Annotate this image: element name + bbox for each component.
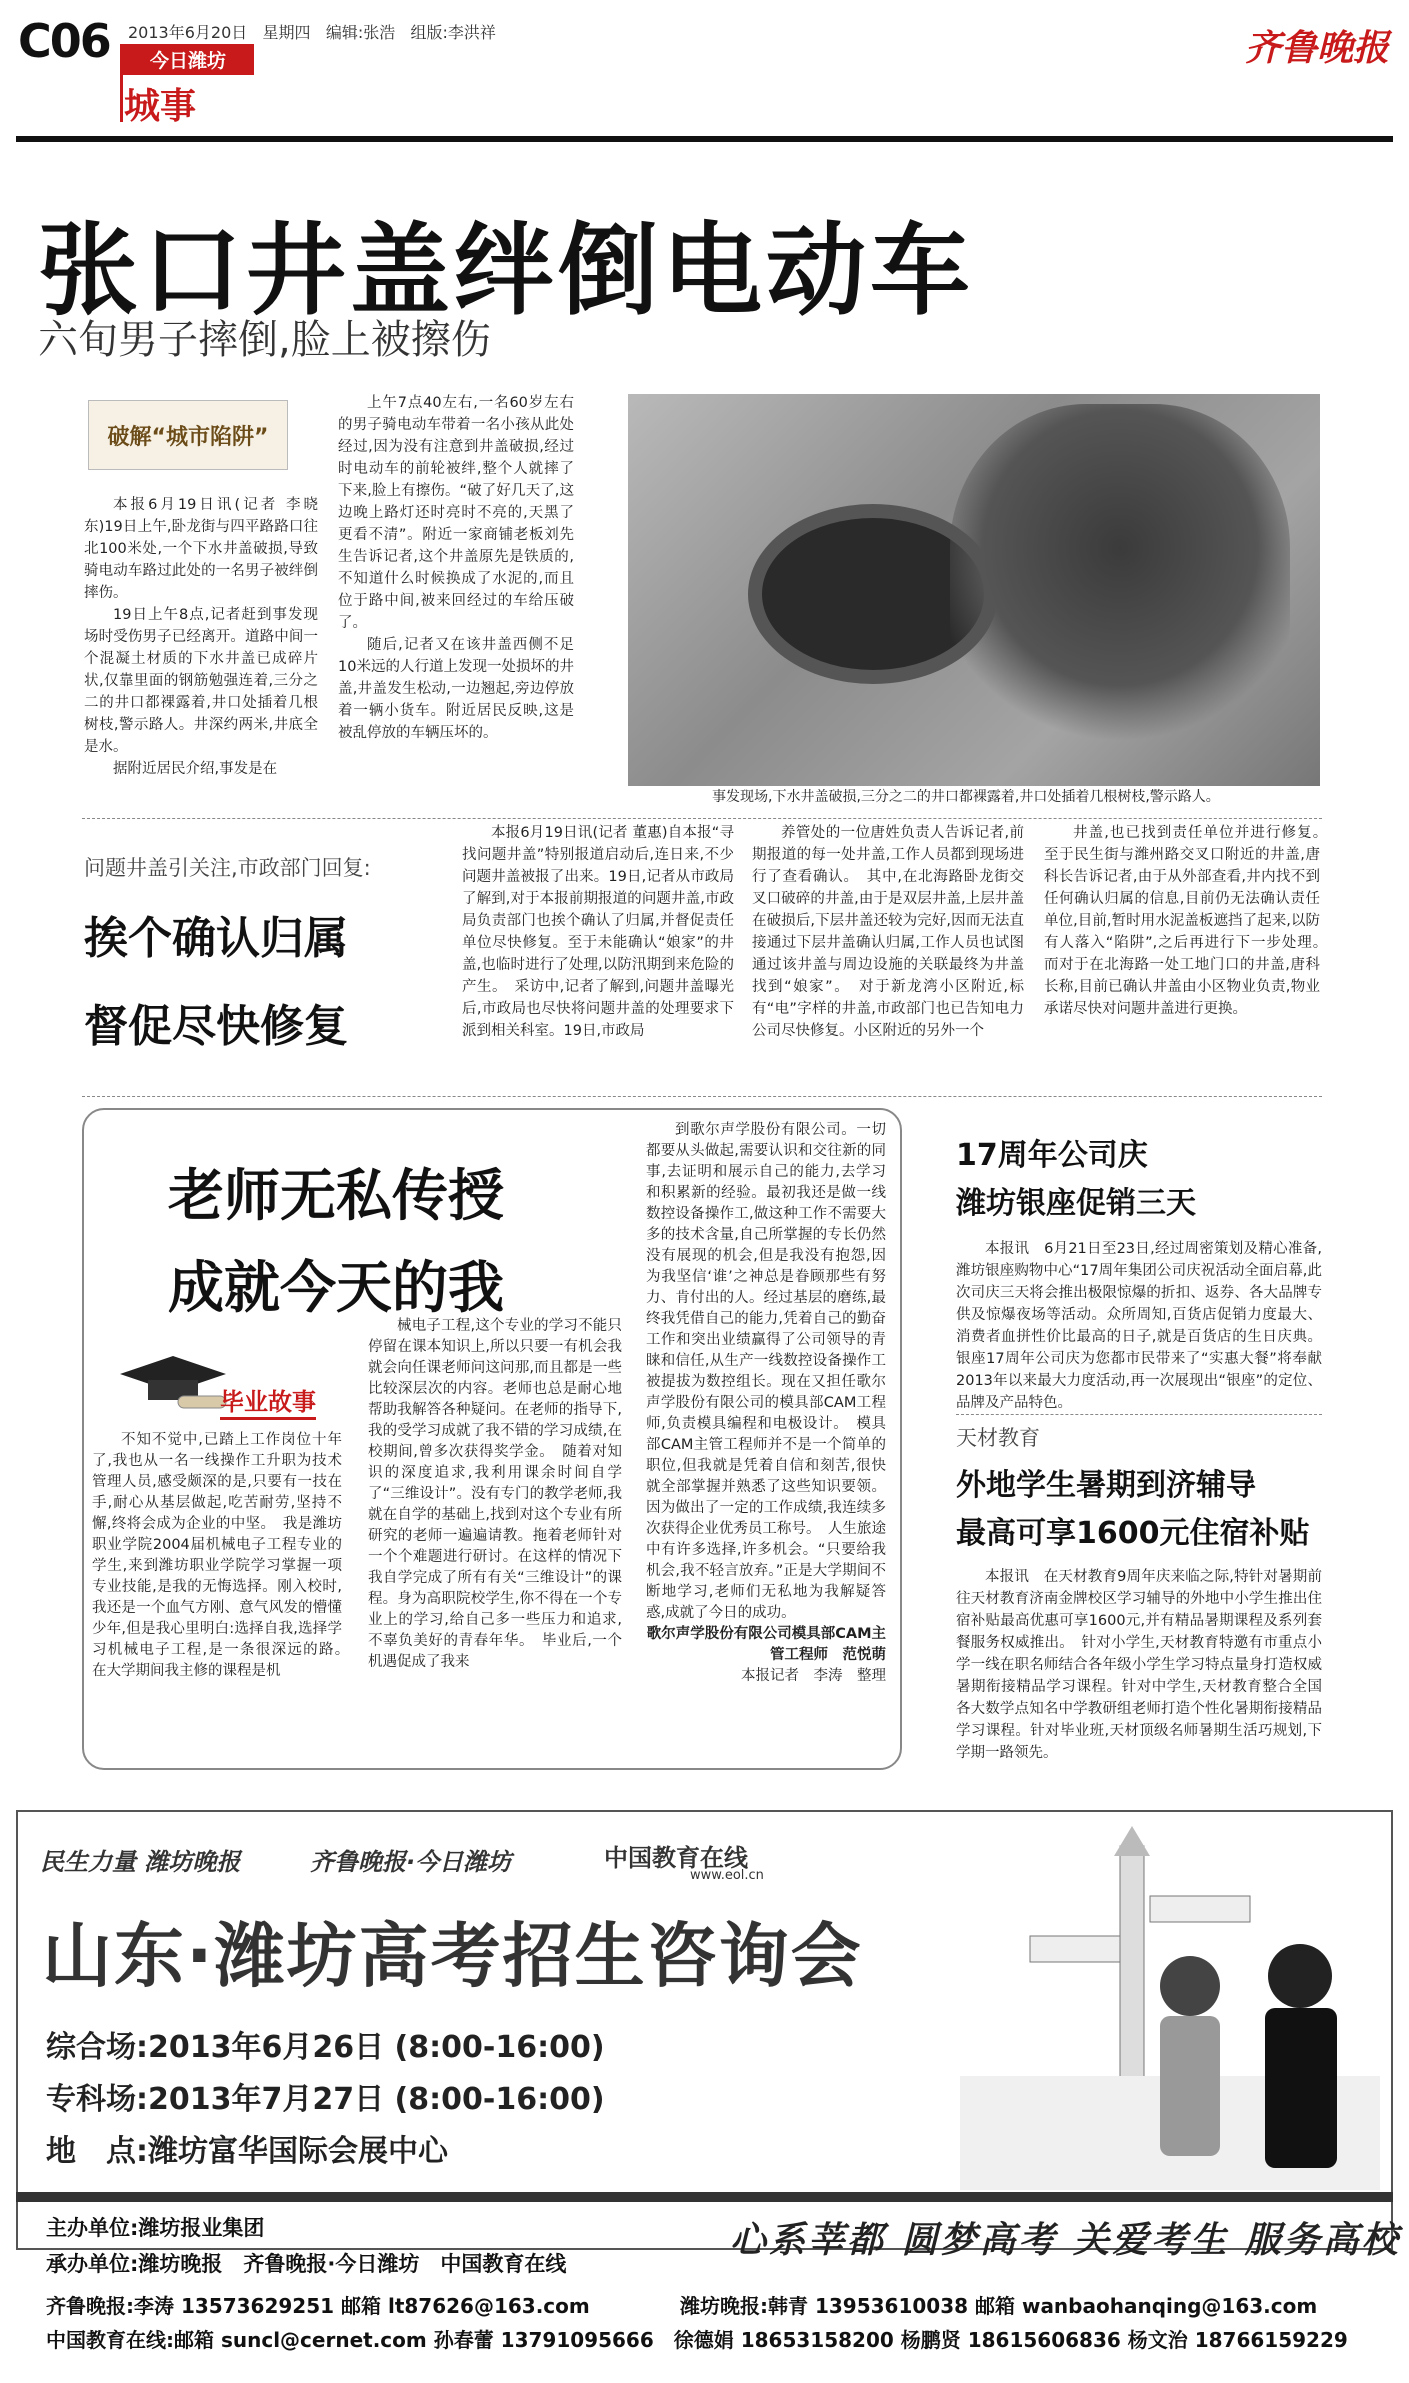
edu-body bbox=[956, 1566, 1322, 1764]
graduation-cap-icon bbox=[118, 1352, 228, 1412]
masthead-logo: 齐鲁晚报 bbox=[1244, 27, 1389, 69]
lead-para: 19日上午8点,记者赶到事发现场时受伤男子已经离开。道路中间一个混凝土材质的下水井盖已成碎片状,仅靠里面的钢筋勉强连着,三分之二的井口都裸露着,井口处插着几根树枝,警示路人。井深约两米,井底全是水。 bbox=[84, 607, 318, 755]
header-editor: 编辑:张浩 bbox=[325, 23, 396, 42]
follow-column-3 bbox=[1044, 822, 1335, 1020]
ad-contact-qilu: 齐鲁晚报:李涛 13573629251 邮箱 lt87626@163.com bbox=[46, 2294, 590, 2318]
follow-title-1: 挨个确认归属 bbox=[84, 913, 348, 964]
header-date: 2013年6月20日 bbox=[128, 23, 248, 42]
header-weekday: 星期四 bbox=[262, 23, 311, 42]
section-divider bbox=[956, 1414, 1322, 1415]
sales-title: 17周年公司庆 bbox=[956, 1138, 1148, 1173]
edu-title-2: 最高可享1600元住宿补贴 bbox=[956, 1516, 1310, 1551]
story-column-1 bbox=[92, 1430, 357, 1682]
sales-para: 本报讯 6月21日至23日,经过周密策划及精心准备,潍坊银座购物中心“17周年集团公司庆祝活动全面启幕,此次司庆三天将会推出极限惊爆的折扣、返券、各大品牌专供及惊爆夜场等活动。众所周知,百货店促销力度最大、消费者血拼性价比最高的日子,就是百货店的生日庆典。银座17周年公司庆为您都市民带来了“实惠大餐”将奉献2013年以来最大力度活动,再一次展现出“银座”的定位、品牌及产品特色。 bbox=[956, 1241, 1322, 1411]
lead-para: 上午7点40左右,一名60岁左右的男子骑电动车带着一名小孩从此处经过,因为没有注意到井盖破损,经过时电动车的前轮被绊,整个人就摔了下来,脸上有擦伤。“破了好几天了,这边晚上路灯还时亮时不亮的,天黑了更看不清”。附近一家商铺老板刘先生告诉记者,这个井盖原先是铁质的,不知道什么时候换成了水泥的,而且位于路中间,被来回经过的车给压破了。 bbox=[338, 395, 574, 631]
story-title-1: 老师无私传授 bbox=[168, 1164, 504, 1229]
column-badge: 破解“城市陷阱” bbox=[88, 400, 288, 470]
story-para: 械电子工程,这个专业的学习不能只停留在课本知识上,所以只要一有机会我就会向任课老师问这问那,而且都是一些比较深层次的内容。老师也总是耐心地帮助我解答各种疑问。在老师的指导下,我的受学习成就了我不错的学习成绩,在校期间,曾多次获得奖学金。 随着对知识的深度追求,我利用课余时间自学了“三维设计”。没有专门的教学老师,我就在自学的基础上,找到对这个专业有所研究的老师一遍遍请教。拖着老师针对一个个难题进行研讨。在这样的情况下我自学完成了所有有关“三维设计”的课程。身为高职院校学生,你不得在一个专业上的学习,给自己多一些压力和追求,不辜负美好的青春年华。 毕业后,一个机遇促成了我来 bbox=[368, 1318, 622, 1670]
ad-organizers: 承办单位:潍坊晚报 齐鲁晚报·今日潍坊 中国教育在线 bbox=[46, 2252, 567, 2276]
photo-caption: 事发现场,下水井盖破损,三分之二的井口都裸露着,井口处插着几根树枝,警示路人。 bbox=[712, 789, 1220, 805]
story-para: 不知不觉中,已踏上工作岗位十年了,我也从一名一线操作工升职为技术管理人员,感受颇深的是,只要有一技在手,耐心从基层做起,吃苦耐劳,坚持不懈,终将会成为企业的中坚。 我是潍坊职业学院2004届机械电子工程专业的学生,来到潍坊职业学院学习掌握一项专业技能,是我的无悔选择。刚入校时,我还是一个血气方刚、意气风发的懵懂少年,但是我心里明白:选择自我,选择学习机械电子工程,是一条很深远的路。 在大学期间我主修的课程是机 bbox=[92, 1432, 357, 1679]
story-signature: 歌尔声学股份有限公司模具部CAM主管工程师 范悦萌 bbox=[646, 1626, 886, 1663]
ad-slogan: 心系莘都 圆梦高考 关爱考生 服务高校 bbox=[730, 2220, 1401, 2261]
ad-logo-qilu: 齐鲁晚报·今日潍坊 bbox=[310, 1848, 512, 1876]
edu-title-1: 外地学生暑期到济辅导 bbox=[956, 1468, 1256, 1503]
lead-para: 随后,记者又在该井盖西侧不足10米远的人行道上发现一处损坏的井盖,井盖发生松动,一边翘起,旁边停放着一辆小货车。附近居民反映,这是被乱停放的车辆压坏的。 bbox=[338, 637, 574, 741]
story-badge: 毕业故事 bbox=[220, 1382, 316, 1420]
story-column-3 bbox=[646, 1120, 886, 1687]
story-column-2 bbox=[368, 1316, 622, 1673]
section-divider bbox=[82, 818, 1322, 819]
ad-session-2: 专科场:2013年7月27日 (8:00-16:00) bbox=[46, 2082, 605, 2117]
lead-para: 据附近居民介绍,事发是在 bbox=[113, 761, 278, 777]
follow-column-1 bbox=[462, 822, 734, 1042]
follow-title-2: 督促尽快修复 bbox=[84, 1001, 348, 1052]
story-title-2: 成就今天的我 bbox=[168, 1256, 504, 1321]
follow-para: 井盖,也已找到责任单位并进行修复。 至于民生街与潍州路交叉口附近的井盖,唐科长告诉记者,由于从外部查看,井内找不到任何确认归属的信息,目前仍无法确认责任单位,目前,暂时用水泥盖板遮挡了起来,以防有人落入“陷阱”,之后再进行下一步处理。 而对于在北海路一处工地门口的井盖,唐科长称,目前已确认井盖由小区物业负责,物业承诺尽快对问题井盖进行更换。 bbox=[1044, 825, 1335, 1017]
lead-column-1 bbox=[84, 494, 318, 780]
manhole-photo bbox=[628, 394, 1320, 786]
edu-kicker: 天材教育 bbox=[956, 1426, 1040, 1450]
ad-logo-weifang: 民生力量 潍坊晚报 bbox=[40, 1848, 241, 1876]
ad-venue: 地 点:潍坊富华国际会展中心 bbox=[46, 2134, 448, 2169]
lead-column-2 bbox=[338, 392, 574, 744]
follow-para: 本报6月19日讯(记者 董惠)自本报“寻找问题井盖”特别报道启动后,连日来,不少问题井盖被报了出来。19日,记者从市政局了解到,对于本报前期报道的问题井盖,市政局负责部门也挨个确认了归属,并督促责任单位尽快修复。至于未能确认“娘家”的井盖,也临时进行了处理,以防汛期到来危险的产生。 采访中,记者了解到,问题井盖曝光后,市政局也尽快将问题井盖的处理要求下派到相关科室。19日,市政局 bbox=[462, 825, 734, 1039]
ad-contact-weifang: 潍坊晚报:韩青 13953610038 邮箱 wanbaohanqing@163.com bbox=[680, 2294, 1318, 2318]
sales-body bbox=[956, 1238, 1322, 1414]
ad-logo-eol: 中国教育在线 bbox=[604, 1844, 748, 1872]
ad-session-1: 综合场:2013年6月26日 (8:00-16:00) bbox=[46, 2030, 605, 2065]
follow-para: 养管处的一位唐姓负责人告诉记者,前期报道的每一处井盖,工作人员都到现场进行了查看确认。 其中,在北海路卧龙街交叉口破碎的井盖,由于是双层井盖,上层井盖在破损后,下层井盖还较为完好,因而无法直接通过下层井盖确认归属,工作人员也试图通过该井盖与周边设施的关联最终为井盖找到“娘家”。 对于新龙湾小区附近,标有“电”字样的井盖,市政部门也已告知电力公司尽快修复。小区附近的另外一个 bbox=[752, 825, 1024, 1039]
lead-subheadline: 六旬男子摔倒,脸上被擦伤 bbox=[38, 317, 491, 363]
section-title: 城事 bbox=[124, 86, 197, 127]
ad-host: 主办单位:潍坊报业集团 bbox=[46, 2216, 265, 2240]
story-para: 到歌尔声学股份有限公司。一切都要从头做起,需要认识和交往新的同事,去证明和展示自己的能力,去学习和积累新的经验。最初我还是做一线数控设备操作工,做这种工作不需要大多的技术含量,自己所掌握的专长仍然没有展现的机会,但是我没有抱怨,因为我坚信‘谁’之神总是眷顾那些有努力、肯付出的人。经过基层的磨练,最终我凭借自己的能力,凭着自己的勤奋工作和突出业绩赢得了公司领导的青睐和信任,从生产一线数控设备操作工被提拔为数控组长。现在又担任歌尔声学股份有限公司的模具部CAM工程师,负责模具编程和电极设计。 模具部CAM主管工程师并不是一个简单的职位,但我就是凭着自信和刻苦,很快就全部掌握并熟悉了这些知识要领。因为做出了一定的工作成绩,我连续多次获得企业优秀员工称号。 人生旅途中有许多选择,许多机会。“只要给我机会,我不轻言放弃。”正是大学期间不断地学习,老师们无私地为我解疑答惑,成就了今日的成功。 bbox=[646, 1122, 886, 1621]
ad-logo-eol-url: www.eol.cn bbox=[690, 1868, 764, 1883]
story-reporter: 本报记者 李涛 整理 bbox=[741, 1668, 886, 1684]
tree-branches bbox=[950, 404, 1290, 764]
top-rule bbox=[16, 136, 1393, 142]
edu-para: 本报讯 在天材教育9周年庆来临之际,特针对暑期前往天材教育济南金牌校区学习辅导的外地中小学生推出住宿补贴最高优惠可享1600元,并有精品暑期课程及系列套餐服务权威推出。 针对小学生,天材教育特邀有市重点小学一线在职名师结合各年级小学生学习特点量身打造权威暑期衔接精品学习课程。针对中学生,天材教育整合全国各大数学点知名中学教研组老师打造个性化暑期衔接精品学习课程。针对毕业班,天材顶级名师暑期生活巧规划,下学期一路领先。 bbox=[956, 1569, 1322, 1761]
lead-headline: 张口井盖绊倒电动车 bbox=[38, 212, 974, 329]
ad-bottom-rule bbox=[16, 2192, 1393, 2202]
header-layout: 组版:李洪祥 bbox=[410, 23, 496, 42]
ad-title: 山东·潍坊高考招生咨询会 bbox=[42, 1915, 863, 1997]
lead-para: 本报6月19日讯(记者 李晓东)19日上午,卧龙街与四平路路口往北100米处,一个下水井盖破损,导致骑电动车路过此处的一名男子被绊倒摔伤。 bbox=[84, 497, 318, 601]
header-divider bbox=[120, 44, 123, 122]
sales-subtitle: 潍坊银座促销三天 bbox=[956, 1186, 1196, 1221]
follow-column-2 bbox=[752, 822, 1024, 1042]
section-divider bbox=[82, 1096, 1322, 1097]
page-number: C06 bbox=[18, 14, 110, 68]
follow-kicker: 问题井盖引关注,市政部门回复: bbox=[84, 856, 371, 880]
ad-contact-eol: 中国教育在线:邮箱 suncl@cernet.com 孙春蕾 13791095666 徐德娟 18653158200 杨鹏贤 18615606836 杨文治 18766159229 bbox=[46, 2328, 1348, 2352]
header-meta bbox=[128, 20, 496, 43]
students-illustration bbox=[960, 1826, 1380, 2190]
header-tag: 今日潍坊 bbox=[122, 44, 254, 75]
